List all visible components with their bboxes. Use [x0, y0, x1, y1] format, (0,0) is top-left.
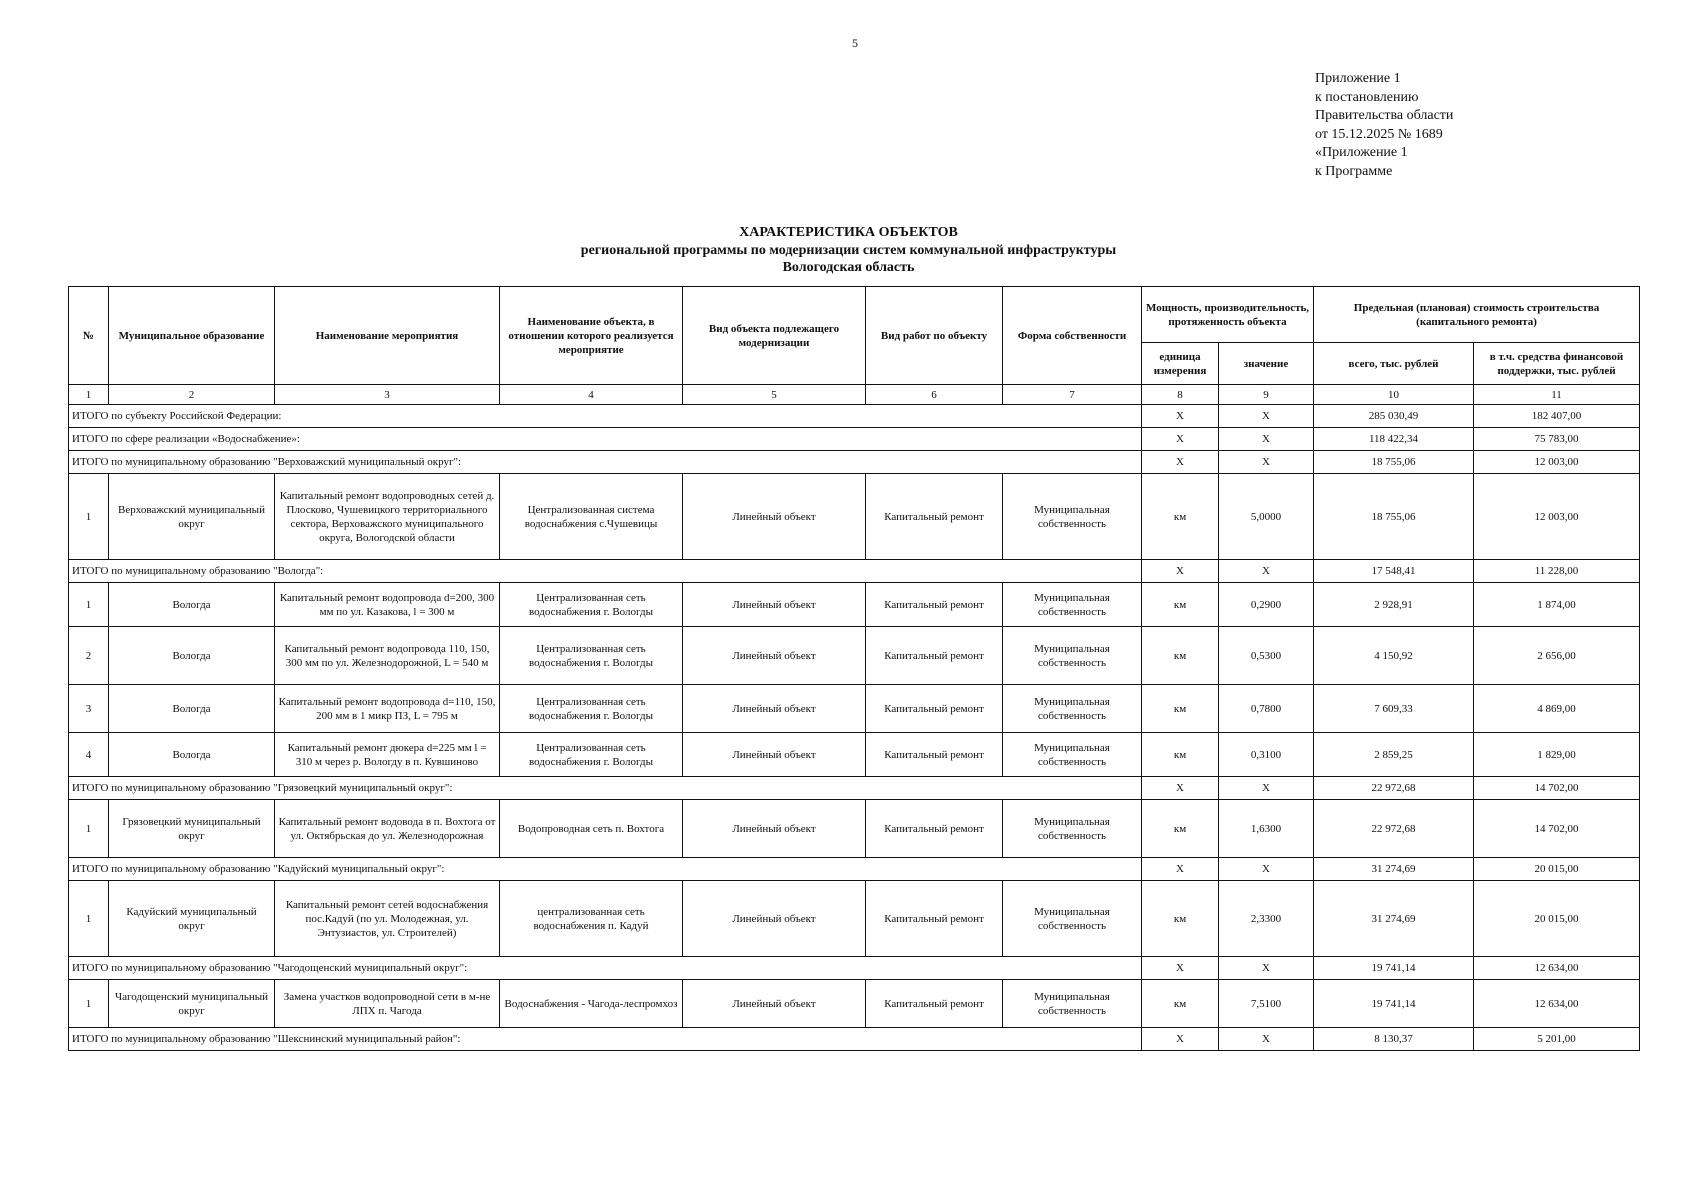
cell-cost-support: 14 702,00 — [1474, 777, 1640, 800]
cell-object: Централизованная сеть водоснабжения г. Вологды — [500, 733, 683, 777]
cell-municipality: Вологда — [109, 627, 275, 685]
cell-value: X — [1219, 560, 1314, 583]
total-label: ИТОГО по муниципальному образованию "Шекснинский муниципальный район": — [69, 1028, 1142, 1051]
cell-municipality: Чагодощенский муниципальный округ — [109, 980, 275, 1028]
cell-measure: Капитальный ремонт дюкера d=225 мм l = 310 м через р. Вологду в п. Кувшиново — [275, 733, 500, 777]
cell-object-type: Линейный объект — [683, 881, 866, 957]
cell-no: 1 — [69, 474, 109, 560]
appendix-line: к постановлению — [1315, 89, 1419, 105]
cell-value: X — [1219, 405, 1314, 428]
cell-cost-support: 12 634,00 — [1474, 980, 1640, 1028]
header-value: значение — [1219, 343, 1314, 385]
cell-work-type: Капитальный ремонт — [866, 583, 1003, 627]
cell-measure: Капитальный ремонт водовода в п. Вохтога от ул. Октябрьская до ул. Железнодорожная — [275, 800, 500, 858]
column-number: 8 — [1142, 385, 1219, 405]
total-row — [69, 858, 1640, 881]
table-row — [69, 980, 1640, 1028]
cell-object: Централизованная сеть водоснабжения г. Вологды — [500, 583, 683, 627]
cell-no: 2 — [69, 627, 109, 685]
column-number: 11 — [1474, 385, 1640, 405]
cell-no: 4 — [69, 733, 109, 777]
cell-unit: км — [1142, 627, 1219, 685]
cell-no: 1 — [69, 980, 109, 1028]
cell-unit: X — [1142, 560, 1219, 583]
total-row — [69, 777, 1640, 800]
cell-ownership: Муниципальная собственность — [1003, 800, 1142, 858]
cell-object-type: Линейный объект — [683, 800, 866, 858]
page-number: 5 — [852, 36, 858, 50]
total-label: ИТОГО по муниципальному образованию "Верховажский муниципальный округ": — [69, 451, 1142, 474]
header-unit: единица измерения — [1142, 343, 1219, 385]
cell-unit: км — [1142, 685, 1219, 733]
cell-no: 1 — [69, 881, 109, 957]
header-object: Наименование объекта, в отношении которого реализуется мероприятие — [500, 287, 683, 385]
cell-object-type: Линейный объект — [683, 733, 866, 777]
cell-cost-total: 18 755,06 — [1314, 451, 1474, 474]
cell-municipality: Вологда — [109, 685, 275, 733]
cell-measure: Капитальный ремонт водопровода 110, 150, 300 мм по ул. Железнодорожной, L = 540 м — [275, 627, 500, 685]
total-row — [69, 957, 1640, 980]
cell-municipality: Грязовецкий муниципальный округ — [109, 800, 275, 858]
cell-object: Централизованная сеть водоснабжения г. Вологды — [500, 685, 683, 733]
header-object-type: Вид объекта подлежащего модернизации — [683, 287, 866, 385]
appendix-line: Правительства области — [1315, 108, 1454, 123]
cell-cost-support: 1 829,00 — [1474, 733, 1640, 777]
cell-object: Централизованная система водоснабжения с.Чушевицы — [500, 474, 683, 560]
cell-cost-total: 285 030,49 — [1314, 405, 1474, 428]
appendix-line: от 15.12.2025 № 1689 — [1315, 126, 1443, 142]
cell-municipality: Верховажский муниципальный округ — [109, 474, 275, 560]
cell-ownership: Муниципальная собственность — [1003, 881, 1142, 957]
column-number: 9 — [1219, 385, 1314, 405]
cell-cost-support: 20 015,00 — [1474, 858, 1640, 881]
header-cost: Предельная (плановая) стоимость строительства (капитального ремонта) — [1314, 287, 1640, 343]
cell-work-type: Капитальный ремонт — [866, 980, 1003, 1028]
cell-cost-total: 118 422,34 — [1314, 428, 1474, 451]
table-body — [69, 405, 1640, 1051]
cell-value: 0,5300 — [1219, 627, 1314, 685]
column-number: 1 — [69, 385, 109, 405]
cell-value: 2,3300 — [1219, 881, 1314, 957]
cell-measure: Замена участков водопроводной сети в м-не ЛПХ п. Чагода — [275, 980, 500, 1028]
table-row — [69, 583, 1640, 627]
column-number: 6 — [866, 385, 1003, 405]
title-line-3: Вологодская область — [782, 260, 915, 275]
cell-value: 0,2900 — [1219, 583, 1314, 627]
cell-cost-support: 1 874,00 — [1474, 583, 1640, 627]
cell-no: 1 — [69, 583, 109, 627]
cell-unit: X — [1142, 1028, 1219, 1051]
table-row — [69, 733, 1640, 777]
cell-work-type: Капитальный ремонт — [866, 627, 1003, 685]
cell-cost-support: 11 228,00 — [1474, 560, 1640, 583]
cell-value: X — [1219, 1028, 1314, 1051]
column-number-row — [69, 385, 1640, 405]
cell-cost-total: 17 548,41 — [1314, 560, 1474, 583]
column-number: 10 — [1314, 385, 1474, 405]
column-number: 3 — [275, 385, 500, 405]
cell-cost-total: 2 859,25 — [1314, 733, 1474, 777]
cell-value: X — [1219, 777, 1314, 800]
cell-unit: км — [1142, 733, 1219, 777]
cell-municipality: Вологда — [109, 583, 275, 627]
cell-cost-support: 20 015,00 — [1474, 881, 1640, 957]
total-row — [69, 451, 1640, 474]
cell-cost-total: 19 741,14 — [1314, 957, 1474, 980]
cell-cost-support: 12 003,00 — [1474, 451, 1640, 474]
header-work-type: Вид работ по объекту — [866, 287, 1003, 385]
objects-table — [68, 286, 1640, 1051]
appendix-line: к Программе — [1315, 163, 1393, 179]
document-title — [0, 224, 1697, 277]
cell-cost-support: 2 656,00 — [1474, 627, 1640, 685]
header-capacity: Мощность, производительность, протяженность объекта — [1142, 287, 1314, 343]
cell-object: Водопроводная сеть п. Вохтога — [500, 800, 683, 858]
cell-cost-total: 22 972,68 — [1314, 800, 1474, 858]
cell-unit: X — [1142, 957, 1219, 980]
cell-object: централизованная сеть водоснабжения п. Кадуй — [500, 881, 683, 957]
cell-cost-support: 4 869,00 — [1474, 685, 1640, 733]
cell-municipality: Вологда — [109, 733, 275, 777]
cell-cost-total: 18 755,06 — [1314, 474, 1474, 560]
header-cost-support: в т.ч. средства финансовой поддержки, тыс. рублей — [1474, 343, 1640, 385]
total-row — [69, 405, 1640, 428]
cell-unit: X — [1142, 428, 1219, 451]
cell-work-type: Капитальный ремонт — [866, 881, 1003, 957]
cell-measure: Капитальный ремонт водопроводных сетей д. Плосково, Чушевицкого территориального сектора, Верховажского муниципального округа, Вологодской области — [275, 474, 500, 560]
cell-ownership: Муниципальная собственность — [1003, 627, 1142, 685]
appendix-line: «Приложение 1 — [1315, 145, 1408, 160]
cell-work-type: Капитальный ремонт — [866, 733, 1003, 777]
cell-cost-support: 5 201,00 — [1474, 1028, 1640, 1051]
header-measure: Наименование мероприятия — [275, 287, 500, 385]
cell-unit: X — [1142, 451, 1219, 474]
cell-cost-support: 75 783,00 — [1474, 428, 1640, 451]
cell-value: 5,0000 — [1219, 474, 1314, 560]
cell-work-type: Капитальный ремонт — [866, 685, 1003, 733]
cell-no: 1 — [69, 800, 109, 858]
total-label: ИТОГО по муниципальному образованию "Грязовецкий муниципальный округ": — [69, 777, 1142, 800]
cell-object-type: Линейный объект — [683, 980, 866, 1028]
cell-cost-total: 4 150,92 — [1314, 627, 1474, 685]
cell-unit: X — [1142, 777, 1219, 800]
cell-cost-total: 8 130,37 — [1314, 1028, 1474, 1051]
header-municipality: Муниципальное образование — [109, 287, 275, 385]
column-number: 4 — [500, 385, 683, 405]
cell-value: 7,5100 — [1219, 980, 1314, 1028]
cell-value: X — [1219, 858, 1314, 881]
cell-object: Централизованная сеть водоснабжения г. Вологды — [500, 627, 683, 685]
table-row — [69, 685, 1640, 733]
table-header — [69, 287, 1640, 405]
cell-value: 0,3100 — [1219, 733, 1314, 777]
cell-cost-support: 14 702,00 — [1474, 800, 1640, 858]
cell-municipality: Кадуйский муниципальный округ — [109, 881, 275, 957]
total-label: ИТОГО по сфере реализации «Водоснабжение»: — [69, 428, 1142, 451]
cell-cost-total: 19 741,14 — [1314, 980, 1474, 1028]
cell-ownership: Муниципальная собственность — [1003, 685, 1142, 733]
cell-unit: км — [1142, 474, 1219, 560]
cell-unit: X — [1142, 858, 1219, 881]
cell-unit: км — [1142, 980, 1219, 1028]
header-cost-total: всего, тыс. рублей — [1314, 343, 1474, 385]
cell-work-type: Капитальный ремонт — [866, 474, 1003, 560]
total-row — [69, 1028, 1640, 1051]
cell-cost-support: 12 634,00 — [1474, 957, 1640, 980]
cell-cost-support: 12 003,00 — [1474, 474, 1640, 560]
appendix-block — [1315, 70, 1453, 181]
cell-unit: км — [1142, 583, 1219, 627]
header-ownership: Форма собственности — [1003, 287, 1142, 385]
cell-cost-total: 22 972,68 — [1314, 777, 1474, 800]
cell-measure: Капитальный ремонт сетей водоснабжения пос.Кадуй (по ул. Молодежная, ул. Энтузиастов, ул. Строителей) — [275, 881, 500, 957]
cell-value: X — [1219, 428, 1314, 451]
cell-cost-total: 2 928,91 — [1314, 583, 1474, 627]
cell-ownership: Муниципальная собственность — [1003, 583, 1142, 627]
appendix-line: Приложение 1 — [1315, 71, 1401, 86]
cell-unit: км — [1142, 800, 1219, 858]
total-label: ИТОГО по муниципальному образованию "Чагодощенский муниципальный округ": — [69, 957, 1142, 980]
table-row — [69, 881, 1640, 957]
cell-measure: Капитальный ремонт водопровода d=110, 150, 200 мм в 1 микр ПЗ, L = 795 м — [275, 685, 500, 733]
cell-measure: Капитальный ремонт водопровода d=200, 300 мм по ул. Казакова, l = 300 м — [275, 583, 500, 627]
total-label: ИТОГО по субъекту Российской Федерации: — [69, 405, 1142, 428]
total-row — [69, 428, 1640, 451]
total-label: ИТОГО по муниципальному образованию "Вологда": — [69, 560, 1142, 583]
column-number: 7 — [1003, 385, 1142, 405]
cell-cost-total: 31 274,69 — [1314, 858, 1474, 881]
cell-object-type: Линейный объект — [683, 583, 866, 627]
cell-no: 3 — [69, 685, 109, 733]
total-label: ИТОГО по муниципальному образованию "Кадуйский муниципальный округ": — [69, 858, 1142, 881]
cell-value: 1,6300 — [1219, 800, 1314, 858]
table-row — [69, 627, 1640, 685]
cell-ownership: Муниципальная собственность — [1003, 733, 1142, 777]
column-number: 5 — [683, 385, 866, 405]
cell-ownership: Муниципальная собственность — [1003, 980, 1142, 1028]
cell-object: Водоснабжения - Чагода-леспромхоз — [500, 980, 683, 1028]
cell-unit: км — [1142, 881, 1219, 957]
cell-cost-total: 7 609,33 — [1314, 685, 1474, 733]
cell-cost-total: 31 274,69 — [1314, 881, 1474, 957]
total-row — [69, 560, 1640, 583]
title-line-2: региональной программы по модернизации систем коммунальной инфраструктуры — [580, 242, 1117, 258]
cell-value: X — [1219, 451, 1314, 474]
table-row — [69, 474, 1640, 560]
header-no: № — [69, 287, 109, 385]
cell-object-type: Линейный объект — [683, 627, 866, 685]
cell-value: 0,7800 — [1219, 685, 1314, 733]
cell-work-type: Капитальный ремонт — [866, 800, 1003, 858]
cell-ownership: Муниципальная собственность — [1003, 474, 1142, 560]
cell-unit: X — [1142, 405, 1219, 428]
column-number: 2 — [109, 385, 275, 405]
cell-object-type: Линейный объект — [683, 474, 866, 560]
title-line-1: ХАРАКТЕРИСТИКА ОБЪЕКТОВ — [739, 225, 958, 240]
cell-value: X — [1219, 957, 1314, 980]
cell-object-type: Линейный объект — [683, 685, 866, 733]
table-row — [69, 800, 1640, 858]
cell-cost-support: 182 407,00 — [1474, 405, 1640, 428]
